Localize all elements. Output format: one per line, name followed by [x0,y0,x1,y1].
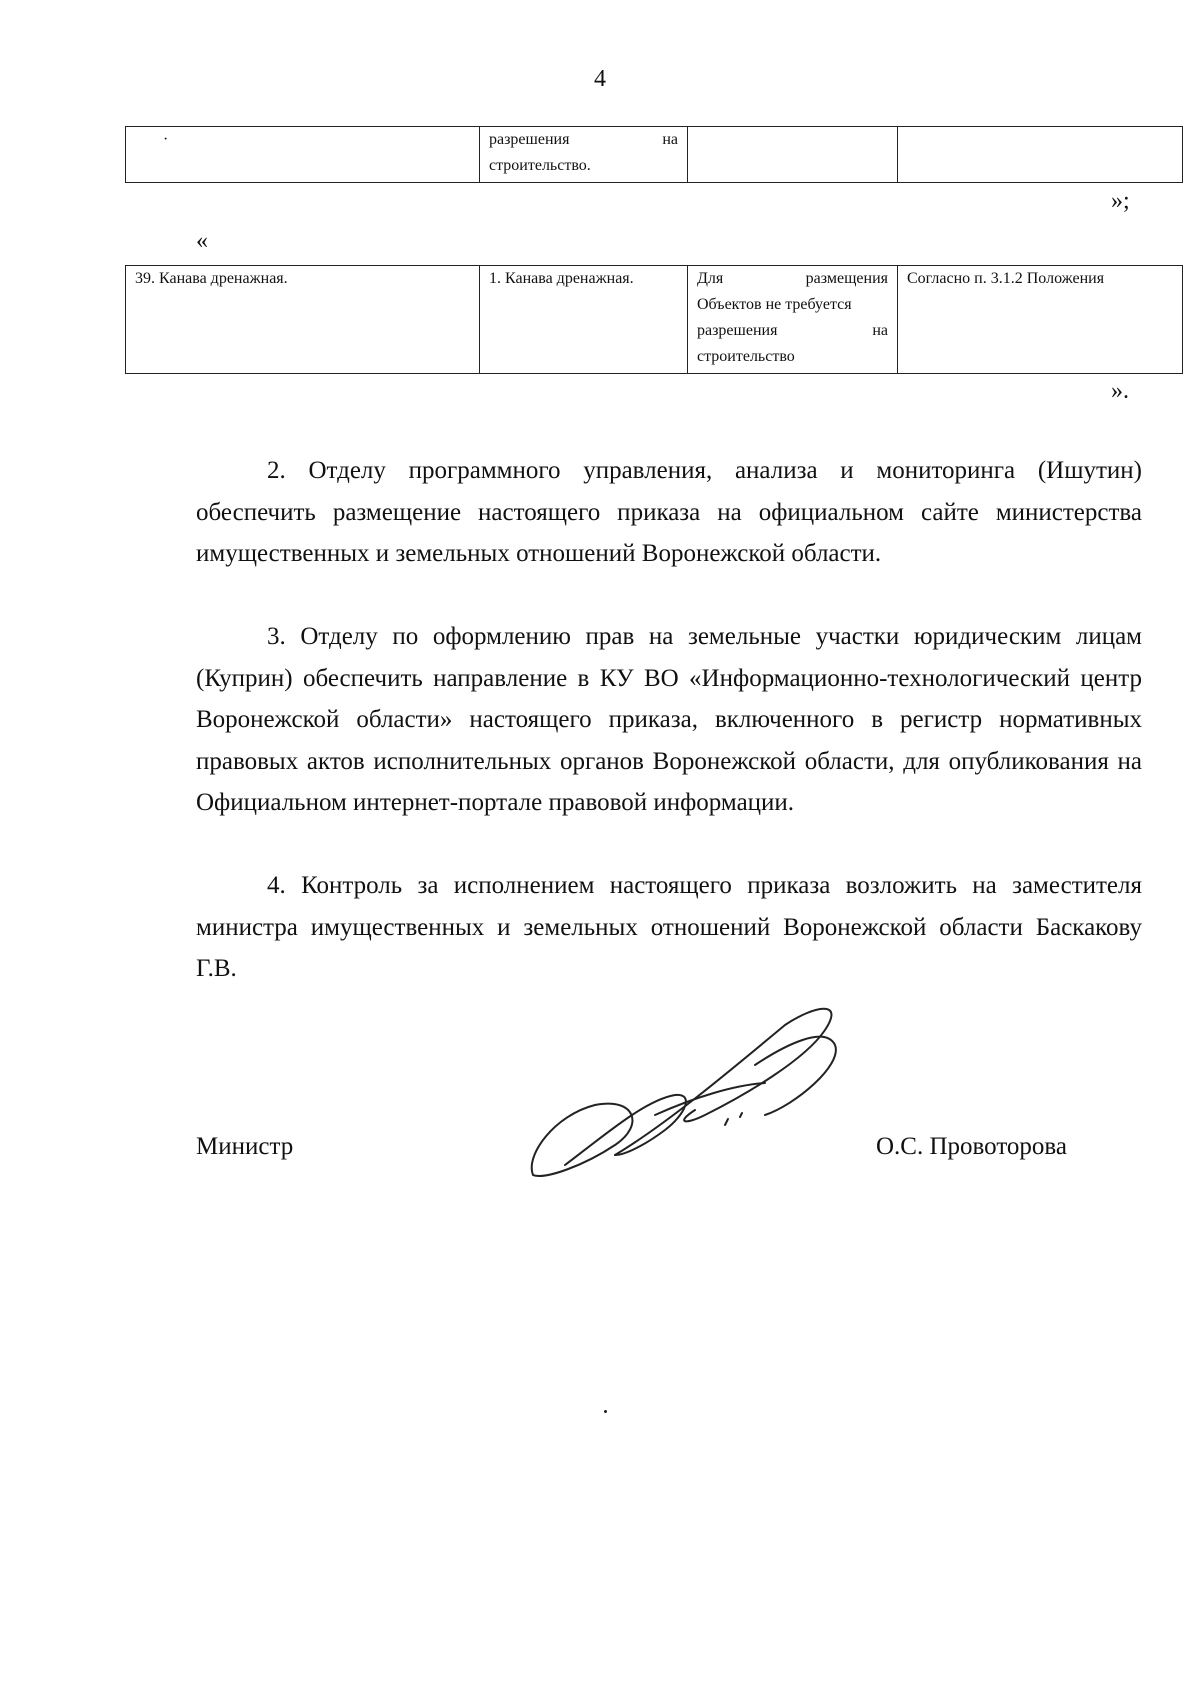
cell-text: на [662,131,678,148]
cell-text: Объектов не требуется [697,296,852,313]
table-cell-1 [126,127,480,183]
cell-mark: · [163,131,169,148]
signatory-name: О.С. Провоторова [876,1133,1068,1160]
table-cell-1: 39. Канава дренажная. [126,266,480,374]
table-cell-4: Согласно п. 3.1.2 Положения [898,266,1183,374]
cell-text: Для [697,270,724,287]
paragraph-2: 2. Отделу программного управления, анализа и мониторинга (Ишутин) обеспечить размещение настоящего приказа на официальном сайте министерства имущественных и земельных отношений Воронежской области. [196,457,1142,567]
closing-quote: ». [1111,378,1129,404]
cell-text: разрешения [697,322,778,339]
cell-text: разрешения [489,131,570,148]
table-cell-4 [898,127,1183,183]
table-cell-3 [688,127,898,183]
scan-speck [604,1410,607,1413]
table-cell-3 [688,266,898,374]
closing-quote: »; [1111,188,1130,214]
cell-text: строительство [697,348,795,365]
paragraph-3: 3. Отделу по оформлению прав на земельные участки юридическим лицам (Куприн) обеспечить направление в КУ ВО «Информационно-технологический центр Воронежской области» настоящего приказа, включенного в регистр нормативных правовых актов исполнительных органов Воронежской области, для опубликования на Официальном интернет-портале правовой информации. [196,623,1142,816]
page-number: 4 [594,66,606,92]
cell-text: на [872,322,888,339]
cell-text: размещения [805,270,888,287]
table-new-row [125,265,1183,374]
paragraph-4: 4. Контроль за исполнением настоящего приказа возложить на заместителя министра имущественных и земельных отношений Воронежской области Баскакову Г.В. [196,872,1142,982]
cell-text: строительство. [489,157,591,174]
table-continuation [125,126,1183,183]
table-cell-2: 1. Канава дренажная. [480,266,688,374]
opening-quote: « [196,228,208,254]
table-row [126,266,1183,374]
table-cell-2 [480,127,688,183]
signatory-title: Министр [196,1133,294,1160]
table-row [126,127,1183,183]
handwritten-signature [525,1005,865,1185]
